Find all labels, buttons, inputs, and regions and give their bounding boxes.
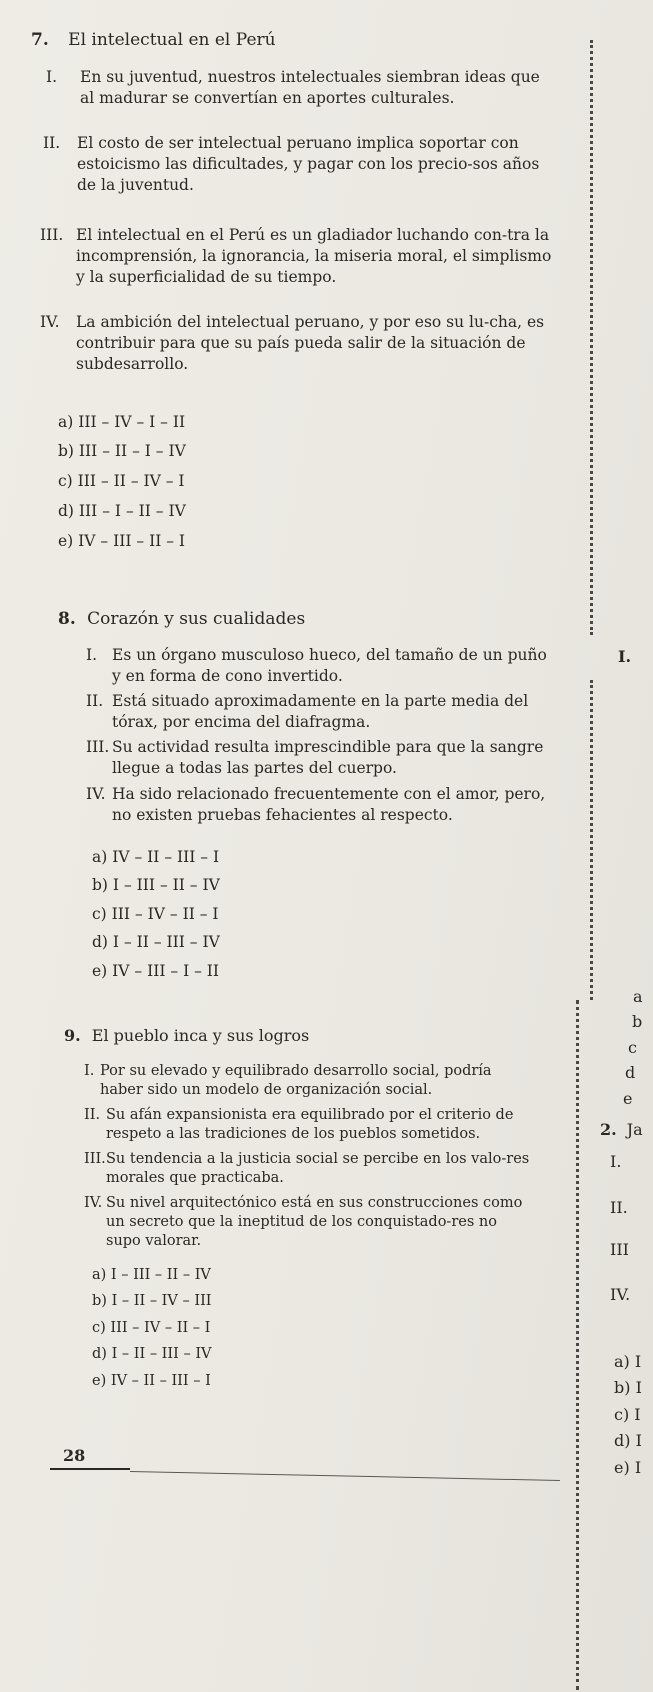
statement-text: Ha sido relacionado frecuentemente con el amor, pero, no existen pruebas fehacientes al respecto. <box>112 785 546 824</box>
statement-number: IV. <box>40 313 60 331</box>
statement-text: Su afán expansionista era equilibrado por el criterio de respeto a las tradiciones de los pueblos sometidos. <box>106 1107 514 1142</box>
statement-number: II. <box>84 1107 101 1123</box>
q8-option-a[interactable]: a) IV – II – III – I <box>92 848 220 866</box>
statement-text: La ambición del intelectual peruano, y por eso su lu-cha, es contribuir para que su país pueda salir de la situación de subdesarrollo. <box>76 313 545 373</box>
q7-option-a[interactable]: a) III – IV – I – II <box>58 413 186 431</box>
q7-statement-1 <box>46 67 551 109</box>
question-number: 7. <box>31 30 49 50</box>
q9-option-b[interactable]: b) I – II – IV – III <box>92 1293 212 1309</box>
column-divider <box>590 680 593 1000</box>
q9-statement-3 <box>84 1150 534 1188</box>
q9-option-d[interactable]: d) I – II – III – IV <box>92 1346 212 1362</box>
right-answer-b: b) I <box>614 1378 642 1397</box>
right-numeral-3: III <box>610 1240 629 1259</box>
statement-text: Está situado aproximadamente en la parte media del tórax, por encima del diafragma. <box>112 692 529 731</box>
q9-statement-2 <box>84 1106 534 1144</box>
q8-statement-3 <box>86 737 556 779</box>
q7-statement-3 <box>40 225 555 288</box>
statement-number: IV. <box>84 1195 103 1211</box>
statement-text: Su tendencia a la justicia social se percibe en los valo-res morales que practicaba. <box>106 1151 530 1186</box>
question-8-title <box>58 609 305 629</box>
q7-option-b[interactable]: b) III – II – I – IV <box>58 442 186 460</box>
q8-option-e[interactable]: e) IV – III – I – II <box>92 962 220 980</box>
right-answer-d: d) I <box>614 1431 642 1450</box>
q7-option-c[interactable]: c) III – II – IV – I <box>58 472 185 490</box>
question-heading: Corazón y sus cualidades <box>87 609 306 629</box>
q9-statement-4 <box>84 1194 534 1251</box>
question-number: 8. <box>58 609 76 629</box>
right-numeral-1: I. <box>610 1152 622 1171</box>
q8-statement-2 <box>86 691 556 733</box>
statement-number: II. <box>43 134 61 152</box>
q7-option-d[interactable]: d) III – I – II – IV <box>58 502 186 520</box>
question-7-title <box>31 30 276 50</box>
q9-option-a[interactable]: a) I – III – II – IV <box>92 1267 211 1283</box>
statement-number: II. <box>86 692 104 710</box>
right-numeral-4: IV. <box>610 1285 631 1304</box>
right-answer-e: e) I <box>614 1458 642 1477</box>
q9-option-c[interactable]: c) III – IV – II – I <box>92 1320 211 1336</box>
statement-text: El costo de ser intelectual peruano implica soportar con estoicismo las dificultades, y pagar con los precio-sos años de la juventud. <box>77 134 540 194</box>
footer-rule-extension <box>130 1471 560 1481</box>
statement-text: Por su elevado y equilibrado desarrollo social, podría haber sido un modelo de organización social. <box>100 1063 492 1098</box>
column-divider <box>576 1000 579 1690</box>
q8-option-b[interactable]: b) I – III – II – IV <box>92 876 220 894</box>
statement-text: Su nivel arquitectónico está en sus construcciones como un secreto que la ineptitud de los conquistado-res no supo valorar. <box>106 1195 523 1249</box>
right-column-marker: I. <box>618 647 632 666</box>
q9-option-e[interactable]: e) IV – II – III – I <box>92 1373 211 1389</box>
question-heading: El pueblo inca y sus logros <box>91 1026 310 1045</box>
footer-rule <box>50 1468 130 1470</box>
page-number: 28 <box>63 1446 86 1465</box>
statement-text: El intelectual en el Perú es un gladiador luchando con-tra la incomprensión, la ignorancia, la miseria moral, el simplismo y la superficialidad de su tiempo. <box>76 226 552 286</box>
question-heading: El intelectual en el Perú <box>68 30 276 50</box>
right-letter-e: e <box>623 1089 633 1108</box>
q7-statement-2 <box>43 133 553 196</box>
q8-statement-1 <box>86 645 556 687</box>
statement-number: I. <box>46 68 58 86</box>
right-answer-a: a) I <box>614 1352 642 1371</box>
q8-statement-4 <box>86 784 556 826</box>
right-numeral-2: II. <box>610 1198 628 1217</box>
statement-number: I. <box>86 646 98 664</box>
right-letter-d: d <box>625 1063 636 1082</box>
right-answer-c: c) I <box>614 1405 641 1424</box>
question-number: 9. <box>64 1026 81 1045</box>
q8-option-d[interactable]: d) I – II – III – IV <box>92 933 220 951</box>
right-letter-c: c <box>628 1038 637 1057</box>
q8-option-c[interactable]: c) III – IV – II – I <box>92 905 219 923</box>
right-letter-a: a <box>633 987 643 1006</box>
statement-number: IV. <box>86 785 106 803</box>
q7-statement-4 <box>40 312 555 375</box>
q7-option-e[interactable]: e) IV – III – II – I <box>58 532 186 550</box>
statement-text: Es un órgano musculoso hueco, del tamaño de un puño y en forma de cono invertido. <box>112 646 547 685</box>
statement-text: Su actividad resulta imprescindible para que la sangre llegue a todas las partes del cuerpo. <box>112 738 544 777</box>
question-9-title <box>64 1026 309 1045</box>
statement-number: I. <box>84 1063 95 1079</box>
q9-statement-1 <box>84 1062 534 1100</box>
statement-number: III. <box>84 1151 106 1167</box>
statement-number: III. <box>40 226 64 244</box>
statement-text: En su juventud, nuestros intelectuales siembran ideas que al madurar se convertían en aportes culturales. <box>80 68 540 107</box>
statement-number: III. <box>86 738 110 756</box>
right-question-2: 2. Ja <box>600 1120 643 1139</box>
column-divider <box>590 40 593 635</box>
right-letter-b: b <box>632 1012 643 1031</box>
